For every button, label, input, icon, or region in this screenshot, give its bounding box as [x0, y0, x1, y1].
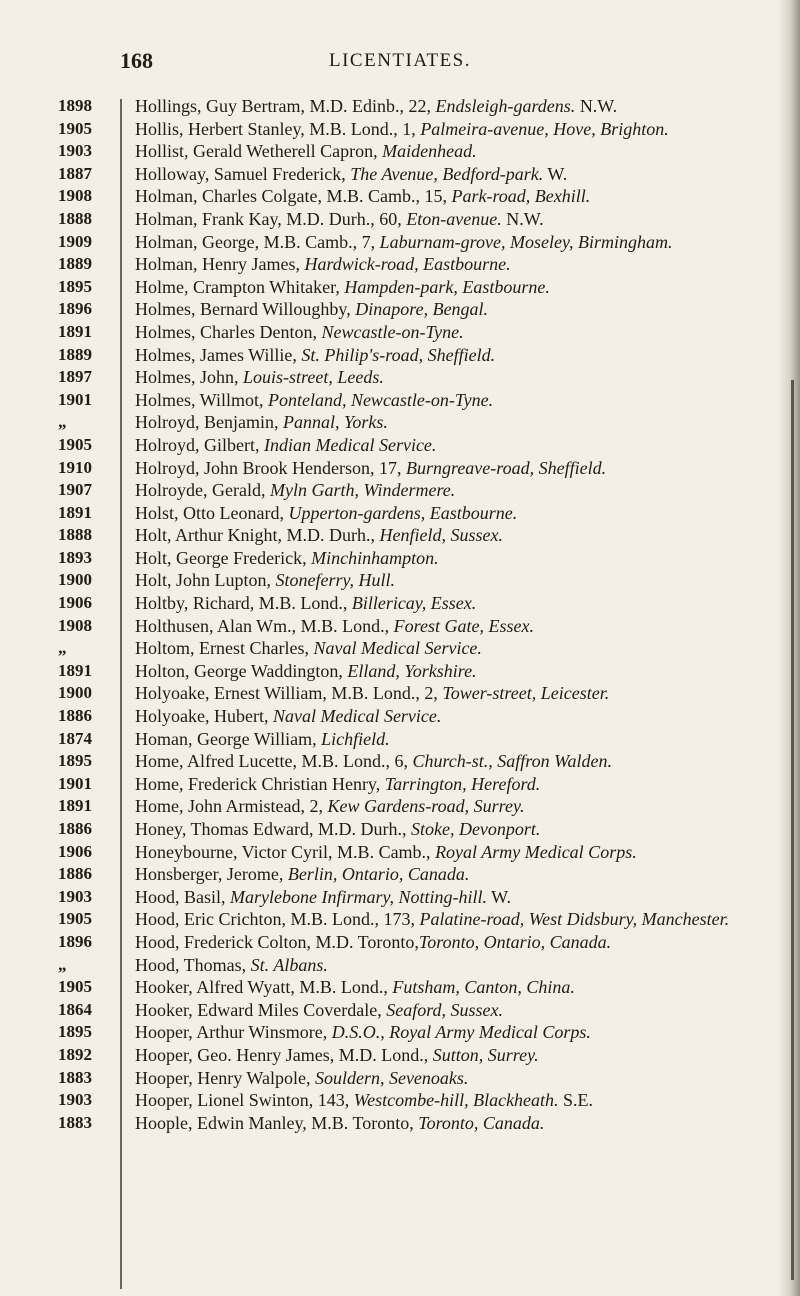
- entry-year: 1903: [58, 886, 92, 906]
- list-item: [0, 637, 800, 660]
- entry-name: Hooker, Edward Miles Coverdale,: [135, 999, 387, 1020]
- entry-address: Hampden-park, Eastbourne.: [344, 276, 550, 297]
- entry-name: Hooker, Alfred Wyatt, M.B. Lond.,: [135, 977, 393, 998]
- entry-text: [135, 750, 795, 773]
- entry-address: St. Albans.: [250, 954, 328, 975]
- entry-year: 1898: [58, 96, 92, 115]
- entry-address: Tower-street, Leicester.: [442, 683, 610, 704]
- entry-year: 1901: [58, 773, 92, 793]
- entry-text: [135, 140, 795, 163]
- entry-address: Westcombe-hill, Blackheath.: [353, 1090, 559, 1111]
- list-item: [0, 569, 800, 592]
- entry-name: Honsberger, Jerome,: [135, 864, 288, 885]
- entry-text: [135, 1067, 795, 1090]
- entry-text: [135, 773, 795, 796]
- entry-year: 1895: [58, 276, 92, 296]
- entry-text: [135, 118, 795, 141]
- entry-text: [135, 908, 795, 931]
- entry-address: Stoneferry, Hull.: [275, 570, 396, 591]
- entry-name: Hood, Basil,: [135, 886, 231, 907]
- entry-text: [135, 705, 795, 728]
- entry-address: D.S.O., Royal Army Medical Corps.: [331, 1022, 591, 1043]
- entry-text: [135, 1112, 795, 1135]
- entry-text: [135, 95, 795, 118]
- list-item: [0, 502, 800, 525]
- entry-name: Homan, George William,: [135, 728, 322, 749]
- entry-year: 1908: [58, 615, 92, 635]
- entry-address: Seaford, Sussex.: [386, 999, 504, 1020]
- entry-name: Holroyd, Benjamin,: [135, 412, 283, 433]
- entry-name: Honey, Thomas Edward, M.D. Durh.,: [135, 819, 411, 839]
- list-item: [0, 140, 800, 163]
- entry-text: [135, 547, 795, 570]
- entry-suffix: W.: [487, 886, 512, 907]
- entry-name: Holyoake, Hubert,: [135, 706, 273, 727]
- entry-address: Newcastle-on-Tyne.: [321, 321, 464, 342]
- entry-name: Hollings, Guy Bertram, M.D. Edinb., 22,: [135, 96, 436, 116]
- entry-name: Holmes, Willmot,: [135, 389, 268, 410]
- entry-name: Holtby, Richard, M.B. Lond.,: [135, 593, 352, 614]
- entry-year: 1891: [58, 796, 92, 816]
- entry-year: 1900: [58, 683, 92, 703]
- entry-name: Hooper, Arthur Winsmore,: [135, 1022, 332, 1043]
- entry-year: 1895: [58, 1022, 92, 1042]
- list-item: [0, 841, 800, 864]
- entry-name: Holme, Crampton Whitaker,: [135, 276, 345, 297]
- entry-year: 1864: [58, 999, 92, 1019]
- entry-address: Lichfield.: [321, 728, 390, 749]
- entry-address: Toronto, Canada.: [418, 1112, 545, 1133]
- entry-year: 1903: [58, 141, 92, 161]
- entry-name: Holmes, Charles Denton,: [135, 321, 322, 342]
- entry-year: 1888: [58, 208, 92, 228]
- entry-text: [135, 479, 795, 502]
- entry-year: 1906: [58, 593, 92, 613]
- entry-text: [135, 728, 795, 751]
- list-item: [0, 773, 800, 796]
- entry-address: Burngreave-road, Sheffield.: [405, 457, 607, 478]
- list-item: [0, 298, 800, 321]
- entry-text: [135, 411, 795, 434]
- entry-year: 1901: [58, 389, 92, 409]
- list-item: [0, 1112, 800, 1135]
- entry-address: Berlin, Ontario, Canada.: [287, 864, 470, 885]
- entry-year: 1905: [58, 118, 92, 138]
- entry-address: Laburnam-grove, Moseley, Birmingham.: [379, 231, 673, 252]
- entry-year: 1905: [58, 977, 92, 997]
- entry-name: Holt, George Frederick,: [135, 547, 312, 568]
- list-item: [0, 592, 800, 615]
- list-item: [0, 615, 800, 638]
- entry-year: 1886: [58, 706, 92, 726]
- list-item: [0, 95, 800, 118]
- entry-suffix: N.W.: [575, 96, 618, 116]
- entry-name: Hoople, Edwin Manley, M.B. Toronto,: [135, 1112, 419, 1133]
- entry-address: Tarrington, Hereford.: [384, 773, 541, 794]
- list-item: [0, 366, 800, 389]
- entry-year: 1883: [58, 1112, 92, 1132]
- entry-year: 1909: [58, 231, 92, 251]
- entry-text: [135, 795, 795, 818]
- entry-text: [135, 502, 795, 525]
- entry-text: [135, 1089, 795, 1112]
- page-edge-line: [791, 380, 794, 1280]
- entry-address: Dinapore, Bengal.: [355, 299, 489, 320]
- entry-address: Forest Gate, Essex.: [393, 615, 534, 636]
- entry-name: Hollist, Gerald Wetherell Capron,: [135, 141, 383, 162]
- entry-text: [135, 253, 795, 276]
- list-item: [0, 434, 800, 457]
- entry-name: Hood, Eric Crichton, M.B. Lond., 173,: [135, 909, 420, 930]
- entry-name: Holman, Henry James,: [135, 254, 305, 275]
- list-item: [0, 185, 800, 208]
- entry-name: Home, Alfred Lucette, M.B. Lond., 6,: [135, 751, 413, 772]
- entry-address: Hardwick-road, Eastbourne.: [304, 254, 511, 275]
- entry-name: Holton, George Waddington,: [135, 660, 348, 681]
- entry-name: Holst, Otto Leonard,: [135, 502, 289, 523]
- entry-year: 1900: [58, 570, 92, 590]
- entry-address: Souldern, Sevenoaks.: [314, 1067, 469, 1088]
- entry-address: Palmeira-avenue, Hove, Brighton.: [420, 118, 669, 139]
- entry-address: Upperton-gardens, Eastbourne.: [288, 502, 518, 523]
- entry-text: [135, 344, 795, 367]
- entry-year: 1895: [58, 751, 92, 771]
- entry-address: The Avenue, Bedford-park.: [350, 163, 544, 184]
- entry-name: Holthusen, Alan Wm., M.B. Lond.,: [135, 615, 394, 636]
- entry-year: 1908: [58, 186, 92, 206]
- entry-text: [135, 434, 795, 457]
- entry-year: 1883: [58, 1067, 92, 1087]
- entry-year: „: [58, 412, 67, 432]
- entry-address: Marylebone Infirmary, Notting-hill.: [230, 886, 487, 907]
- entry-name: Holman, George, M.B. Camb., 7,: [135, 231, 380, 252]
- list-item: [0, 389, 800, 412]
- list-item: [0, 999, 800, 1022]
- entry-text: [135, 999, 795, 1022]
- entry-address: Futsham, Canton, China.: [392, 977, 575, 998]
- list-item: [0, 276, 800, 299]
- entry-address: Minchinhampton.: [311, 547, 439, 568]
- entry-name: Hooper, Geo. Henry James, M.D. Lond.,: [135, 1044, 433, 1065]
- entry-address: Eton-avenue.: [406, 208, 502, 229]
- entry-text: [135, 976, 795, 999]
- entry-year: 1896: [58, 931, 92, 951]
- list-item: [0, 886, 800, 909]
- list-item: [0, 321, 800, 344]
- entry-year: 1888: [58, 525, 92, 545]
- entry-year: „: [58, 638, 67, 658]
- entry-address: Royal Army Medical Corps.: [435, 841, 637, 862]
- entry-text: [135, 818, 795, 841]
- entry-address: Kew Gardens-road, Surrey.: [327, 796, 525, 817]
- entry-year: 1891: [58, 660, 92, 680]
- list-item: [0, 818, 800, 841]
- entry-name: Home, John Armistead, 2,: [135, 796, 328, 817]
- entry-text: [135, 457, 795, 480]
- entry-year: 1897: [58, 367, 92, 387]
- entry-address: Myln Garth, Windermere.: [269, 480, 456, 501]
- entry-address: Park-road, Bexhill.: [451, 186, 591, 207]
- list-item: [0, 547, 800, 570]
- entry-year: „: [58, 954, 67, 974]
- list-item: [0, 479, 800, 502]
- entry-name: Holmes, Bernard Willoughby,: [135, 299, 356, 320]
- entry-name: Holt, Arthur Knight, M.D. Durh.,: [135, 525, 380, 546]
- entry-name: Holtom, Ernest Charles,: [135, 638, 314, 659]
- entry-suffix: N.W.: [501, 208, 544, 229]
- entry-address: Pannal, Yorks.: [282, 412, 388, 433]
- list-item: [0, 231, 800, 254]
- entry-address: Palatine-road, West Didsbury, Manchester.: [419, 909, 730, 930]
- entry-address: Ponteland, Newcastle-on-Tyne.: [267, 389, 494, 410]
- entry-year: 1893: [58, 547, 92, 567]
- entry-address: Naval Medical Service.: [313, 638, 482, 659]
- list-item: [0, 908, 800, 931]
- entry-year: 1874: [58, 728, 92, 748]
- entry-name: Holman, Charles Colgate, M.B. Camb., 15,: [135, 186, 452, 207]
- entry-name: Holyoake, Ernest William, M.B. Lond., 2,: [135, 683, 443, 704]
- entry-address: Naval Medical Service.: [272, 706, 442, 727]
- entry-year: 1889: [58, 344, 92, 364]
- list-item: [0, 1021, 800, 1044]
- entry-name: Hooper, Henry Walpole,: [135, 1067, 315, 1088]
- entry-address: Elland, Yorkshire.: [347, 660, 477, 681]
- list-item: [0, 208, 800, 231]
- entry-address: Maidenhead.: [382, 141, 477, 162]
- list-item: [0, 705, 800, 728]
- entry-address: Billericay, Essex.: [351, 593, 477, 614]
- entry-suffix: W.: [543, 163, 568, 184]
- entry-list: [0, 95, 800, 1134]
- entry-text: [135, 592, 795, 615]
- entry-year: 1891: [58, 502, 92, 522]
- list-item: [0, 931, 800, 954]
- list-item: [0, 954, 800, 977]
- entry-name: Holloway, Samuel Frederick,: [135, 163, 351, 184]
- entry-text: [135, 931, 795, 954]
- entry-name: Home, Frederick Christian Henry,: [135, 773, 385, 794]
- entry-name: Holroyde, Gerald,: [135, 480, 270, 501]
- entry-text: [135, 276, 795, 299]
- list-item: [0, 1089, 800, 1112]
- page-header: [0, 48, 800, 88]
- entry-name: Holmes, James Willie,: [135, 344, 302, 365]
- entry-text: [135, 637, 795, 660]
- entry-text: [135, 524, 795, 547]
- entry-year: 1903: [58, 1090, 92, 1110]
- entry-year: 1886: [58, 864, 92, 884]
- list-item: [0, 524, 800, 547]
- entry-name: Holman, Frank Kay, M.D. Durh., 60,: [135, 208, 407, 229]
- entry-address: Sutton, Surrey.: [432, 1044, 539, 1065]
- entry-year: 1910: [58, 457, 92, 477]
- entry-year: 1891: [58, 321, 92, 341]
- entry-year: 1905: [58, 434, 92, 454]
- entry-year: 1896: [58, 299, 92, 319]
- entry-suffix: S.E.: [558, 1090, 594, 1111]
- entry-text: [135, 1044, 795, 1067]
- list-item: [0, 457, 800, 480]
- page-edge-shadow: [778, 0, 800, 1296]
- entry-address: Indian Medical Service.: [263, 434, 437, 455]
- entry-address: Henfield, Sussex.: [379, 525, 503, 546]
- entry-address: St. Philip's-road, Sheffield.: [301, 344, 496, 365]
- list-item: [0, 344, 800, 367]
- list-item: [0, 118, 800, 141]
- entry-text: [135, 1021, 795, 1044]
- list-item: [0, 976, 800, 999]
- entry-text: [135, 298, 795, 321]
- entry-text: [135, 208, 795, 231]
- entry-year: 1892: [58, 1044, 92, 1064]
- entry-text: [135, 185, 795, 208]
- entry-name: Hood, Frederick Colton, M.D. Toronto,: [135, 931, 419, 952]
- entry-text: [135, 615, 795, 638]
- list-item: [0, 411, 800, 434]
- entry-text: [135, 841, 795, 864]
- entry-text: [135, 231, 795, 254]
- entry-year: 1886: [58, 819, 92, 838]
- entry-name: Hood, Thomas,: [135, 954, 251, 975]
- entry-year: 1887: [58, 163, 92, 183]
- entry-address: Louis-street, Leeds.: [243, 367, 384, 388]
- entry-address: Endsleigh-gardens.: [435, 96, 576, 116]
- list-item: [0, 660, 800, 683]
- entry-year: 1889: [58, 254, 92, 274]
- entry-name: Holroyd, John Brook Henderson, 17,: [135, 457, 406, 478]
- entry-year: 1907: [58, 480, 92, 500]
- entry-address: Church-st., Saffron Walden.: [412, 751, 612, 772]
- list-item: [0, 863, 800, 886]
- entry-text: [135, 321, 795, 344]
- entry-text: [135, 366, 795, 389]
- entry-text: [135, 389, 795, 412]
- entry-name: Holroyd, Gilbert,: [135, 434, 264, 455]
- entry-text: [135, 886, 795, 909]
- entry-text: [135, 163, 795, 186]
- entry-text: [135, 954, 795, 977]
- entry-name: Hollis, Herbert Stanley, M.B. Lond., 1,: [135, 118, 421, 139]
- entry-name: Hooper, Lionel Swinton, 143,: [135, 1090, 354, 1111]
- list-item: [0, 682, 800, 705]
- entry-year: 1906: [58, 841, 92, 861]
- list-item: [0, 750, 800, 773]
- entry-year: 1905: [58, 909, 92, 929]
- entry-text: [135, 569, 795, 592]
- entry-name: Holt, John Lupton,: [135, 570, 276, 591]
- entry-text: [135, 660, 795, 683]
- entry-address: Stoke, Devonport.: [410, 819, 541, 839]
- list-item: [0, 163, 800, 186]
- list-item: [0, 728, 800, 751]
- list-item: [0, 253, 800, 276]
- list-item: [0, 1067, 800, 1090]
- list-item: [0, 1044, 800, 1067]
- entry-name: Honeybourne, Victor Cyril, M.B. Camb.,: [135, 841, 436, 862]
- page-number: 168: [120, 48, 153, 73]
- page-title: LICENTIATES.: [328, 50, 471, 71]
- entry-name: Holmes, John,: [135, 367, 243, 388]
- entry-text: [135, 863, 795, 886]
- list-item: [0, 795, 800, 818]
- entry-text: [135, 682, 795, 705]
- entry-address: Toronto, Ontario, Canada.: [418, 931, 612, 952]
